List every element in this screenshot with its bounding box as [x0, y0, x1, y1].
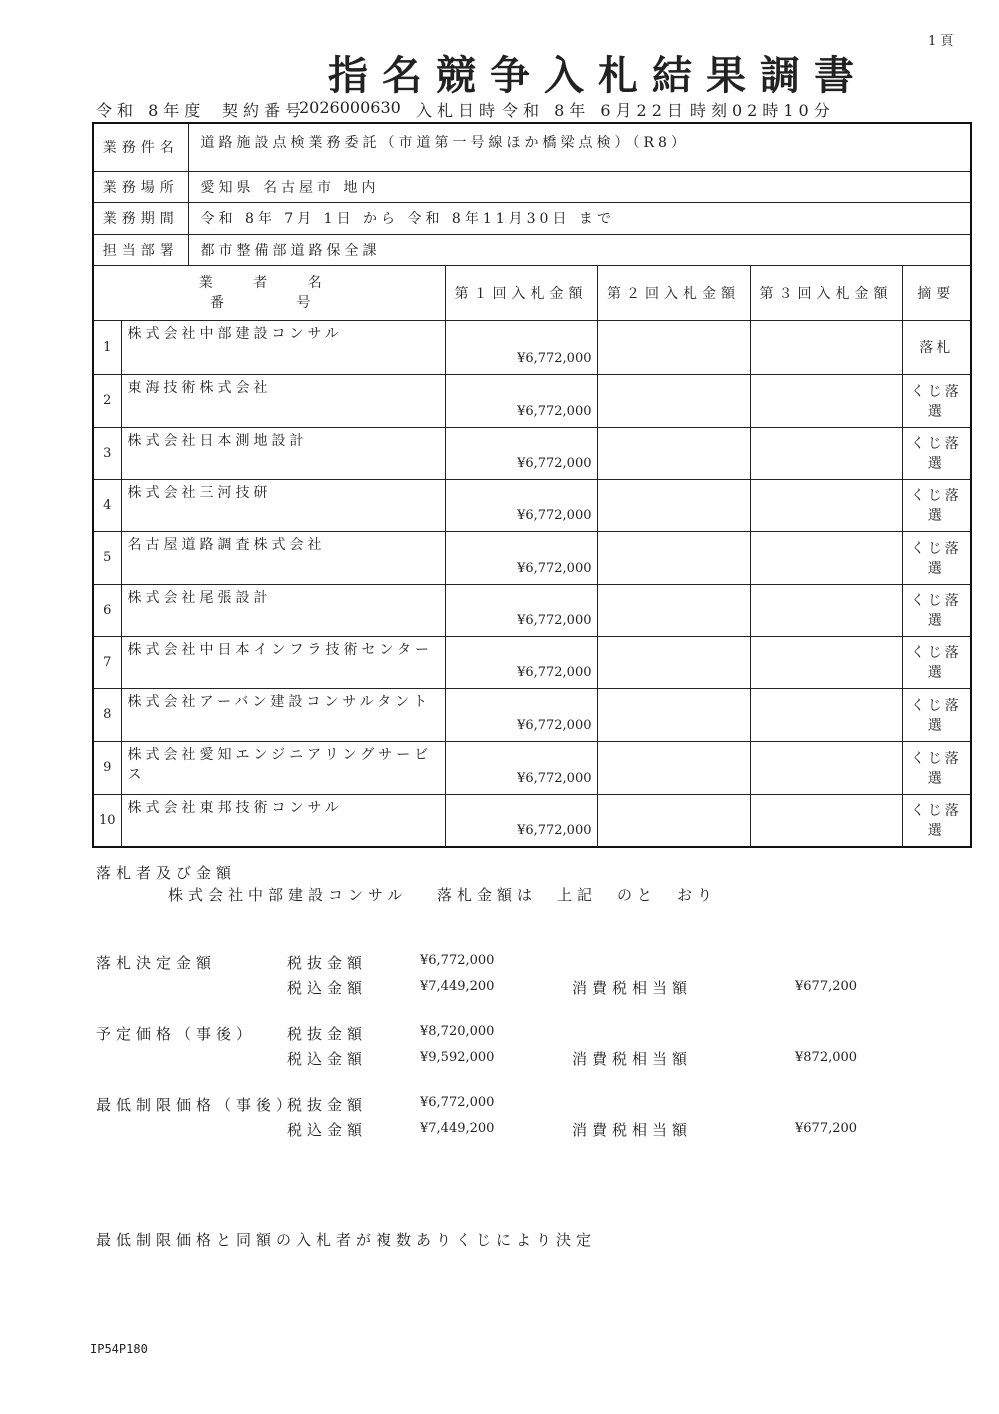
bid2-header: 第２回入札金額 — [597, 265, 750, 320]
tax-amount: ¥677,200 — [795, 1121, 858, 1136]
bid3-amount — [750, 584, 902, 636]
remark: くじ落選 — [902, 636, 971, 688]
table-row — [93, 584, 971, 636]
bid3-amount — [750, 636, 902, 688]
bid2-amount — [597, 479, 750, 531]
bid3-amount — [750, 320, 902, 374]
bid-time: 時刻02時10分 — [690, 101, 835, 120]
excl-tax-label: 税抜金額 — [287, 1025, 368, 1043]
summary-label: 落札決定金額 — [96, 954, 217, 972]
summary-label: 最低制限価格（事後） — [96, 1096, 297, 1114]
bid3-amount — [750, 794, 902, 847]
period-label: 業務期間 — [93, 202, 188, 234]
bid1-header: 第１回入札金額 — [445, 265, 597, 320]
bidder-header-line1: 業 者 名 — [198, 274, 340, 291]
bid1-amount: ¥6,772,000 — [445, 374, 597, 427]
contract-no: 2026000630 — [299, 98, 401, 117]
incl-tax-label: 税込金額 — [287, 979, 368, 997]
page-number: 1 頁 — [928, 34, 954, 49]
bidder-name: 東海技術株式会社 — [121, 374, 445, 427]
bid2-amount — [597, 584, 750, 636]
bidder-name: 株式会社アーバン建設コンサルタント — [121, 688, 445, 741]
row-number: 8 — [93, 688, 121, 741]
location-row — [93, 171, 971, 202]
bidder-name: 株式会社東邦技術コンサル — [121, 794, 445, 847]
incl-tax-amount: ¥7,449,200 — [420, 979, 495, 994]
bid2-amount — [597, 741, 750, 794]
bidder-header — [93, 265, 445, 320]
work-name-label: 業務件名 — [93, 123, 188, 171]
tax-amount: ¥677,200 — [795, 979, 858, 994]
bid1-amount: ¥6,772,000 — [445, 427, 597, 479]
table-row — [93, 741, 971, 794]
bidder-name: 株式会社三河技研 — [121, 479, 445, 531]
footer-code: IP54P180 — [90, 1342, 148, 1356]
table-row — [93, 374, 971, 427]
row-number: 6 — [93, 584, 121, 636]
tax-amount: ¥872,000 — [795, 1050, 858, 1065]
excl-tax-label: 税抜金額 — [287, 1096, 368, 1114]
row-number: 10 — [93, 794, 121, 847]
remark: くじ落選 — [902, 531, 971, 584]
remark: くじ落選 — [902, 374, 971, 427]
bidder-name: 株式会社日本測地設計 — [121, 427, 445, 479]
excl-tax-label: 税抜金額 — [287, 954, 368, 972]
tax-label: 消費税相当額 — [572, 979, 693, 997]
bid2-amount — [597, 427, 750, 479]
remark: くじ落選 — [902, 479, 971, 531]
bid1-amount: ¥6,772,000 — [445, 479, 597, 531]
bid2-amount — [597, 794, 750, 847]
table-row — [93, 688, 971, 741]
excl-tax-amount: ¥8,720,000 — [420, 1024, 495, 1039]
period: 令和 8年 7月 1日 から 令和 8年11月30日 まで — [188, 202, 971, 234]
bidder-name: 株式会社中日本インフラ技術センター — [121, 636, 445, 688]
remarks-header: 摘要 — [902, 265, 971, 320]
tax-label: 消費税相当額 — [572, 1121, 693, 1139]
table-header-row — [93, 265, 971, 320]
bid3-amount — [750, 531, 902, 584]
dept-label: 担当部署 — [93, 234, 188, 265]
remark: くじ落選 — [902, 741, 971, 794]
bidder-header-line2: 番 号 — [210, 294, 329, 311]
dept: 都市整備部道路保全課 — [188, 234, 971, 265]
bid2-amount — [597, 636, 750, 688]
work-name: 道路施設点検業務委託（市道第一号線ほか橋梁点検）（R8） — [188, 123, 971, 171]
table-row — [93, 531, 971, 584]
bid2-amount — [597, 320, 750, 374]
document-title: 指名競争入札結果調書 — [328, 52, 868, 99]
work-name-row — [93, 123, 971, 171]
bid1-amount: ¥6,772,000 — [445, 636, 597, 688]
location: 愛知県 名古屋市 地内 — [188, 171, 971, 202]
bid1-amount: ¥6,772,000 — [445, 531, 597, 584]
bid3-header: 第３回入札金額 — [750, 265, 902, 320]
incl-tax-amount: ¥9,592,000 — [420, 1050, 495, 1065]
bid3-amount — [750, 741, 902, 794]
remark: くじ落選 — [902, 584, 971, 636]
row-number: 4 — [93, 479, 121, 531]
winner-value: 株式会社中部建設コンサル 落札金額は 上記 のと おり — [168, 886, 718, 904]
bidder-name: 株式会社愛知エンジニアリングサービス — [121, 741, 445, 794]
incl-tax-label: 税込金額 — [287, 1121, 368, 1139]
remark: くじ落選 — [902, 794, 971, 847]
table-row — [93, 636, 971, 688]
tax-label: 消費税相当額 — [572, 1050, 693, 1068]
row-number: 5 — [93, 531, 121, 584]
incl-tax-amount: ¥7,449,200 — [420, 1121, 495, 1136]
note: 最低制限価格と同額の入札者が複数ありくじにより決定 — [96, 1231, 597, 1249]
dept-row — [93, 234, 971, 265]
bid-date-label: 入札日時 — [416, 101, 501, 120]
row-number: 3 — [93, 427, 121, 479]
table-row — [93, 479, 971, 531]
bid2-amount — [597, 531, 750, 584]
incl-tax-label: 税込金額 — [287, 1050, 368, 1068]
bid1-amount: ¥6,772,000 — [445, 794, 597, 847]
bid1-amount: ¥6,772,000 — [445, 741, 597, 794]
fiscal-year: 令和 8年度 — [96, 101, 206, 120]
winner-label: 落札者及び金額 — [96, 864, 237, 882]
location-label: 業務場所 — [93, 171, 188, 202]
bid-date: 令和 8年 6月22日 — [502, 101, 688, 120]
bid3-amount — [750, 479, 902, 531]
excl-tax-amount: ¥6,772,000 — [420, 953, 495, 968]
summary-label: 予定価格（事後） — [96, 1025, 257, 1043]
remark: くじ落選 — [902, 688, 971, 741]
remark: 落札 — [902, 320, 971, 374]
bid1-amount: ¥6,772,000 — [445, 688, 597, 741]
bid3-amount — [750, 688, 902, 741]
row-number: 2 — [93, 374, 121, 427]
bid-result-table — [92, 122, 972, 848]
table-row — [93, 794, 971, 847]
remark: くじ落選 — [902, 427, 971, 479]
bidder-name: 名古屋道路調査株式会社 — [121, 531, 445, 584]
bid2-amount — [597, 374, 750, 427]
bid1-amount: ¥6,772,000 — [445, 584, 597, 636]
bid2-amount — [597, 688, 750, 741]
bid3-amount — [750, 374, 902, 427]
bid3-amount — [750, 427, 902, 479]
bidder-name: 株式会社尾張設計 — [121, 584, 445, 636]
bidder-name: 株式会社中部建設コンサル — [121, 320, 445, 374]
row-number: 9 — [93, 741, 121, 794]
period-row — [93, 202, 971, 234]
row-number: 7 — [93, 636, 121, 688]
table-row — [93, 320, 971, 374]
contract-no-label: 契約番号 — [222, 101, 307, 120]
excl-tax-amount: ¥6,772,000 — [420, 1095, 495, 1110]
table-row — [93, 427, 971, 479]
row-number: 1 — [93, 320, 121, 374]
bid1-amount: ¥6,772,000 — [445, 320, 597, 374]
